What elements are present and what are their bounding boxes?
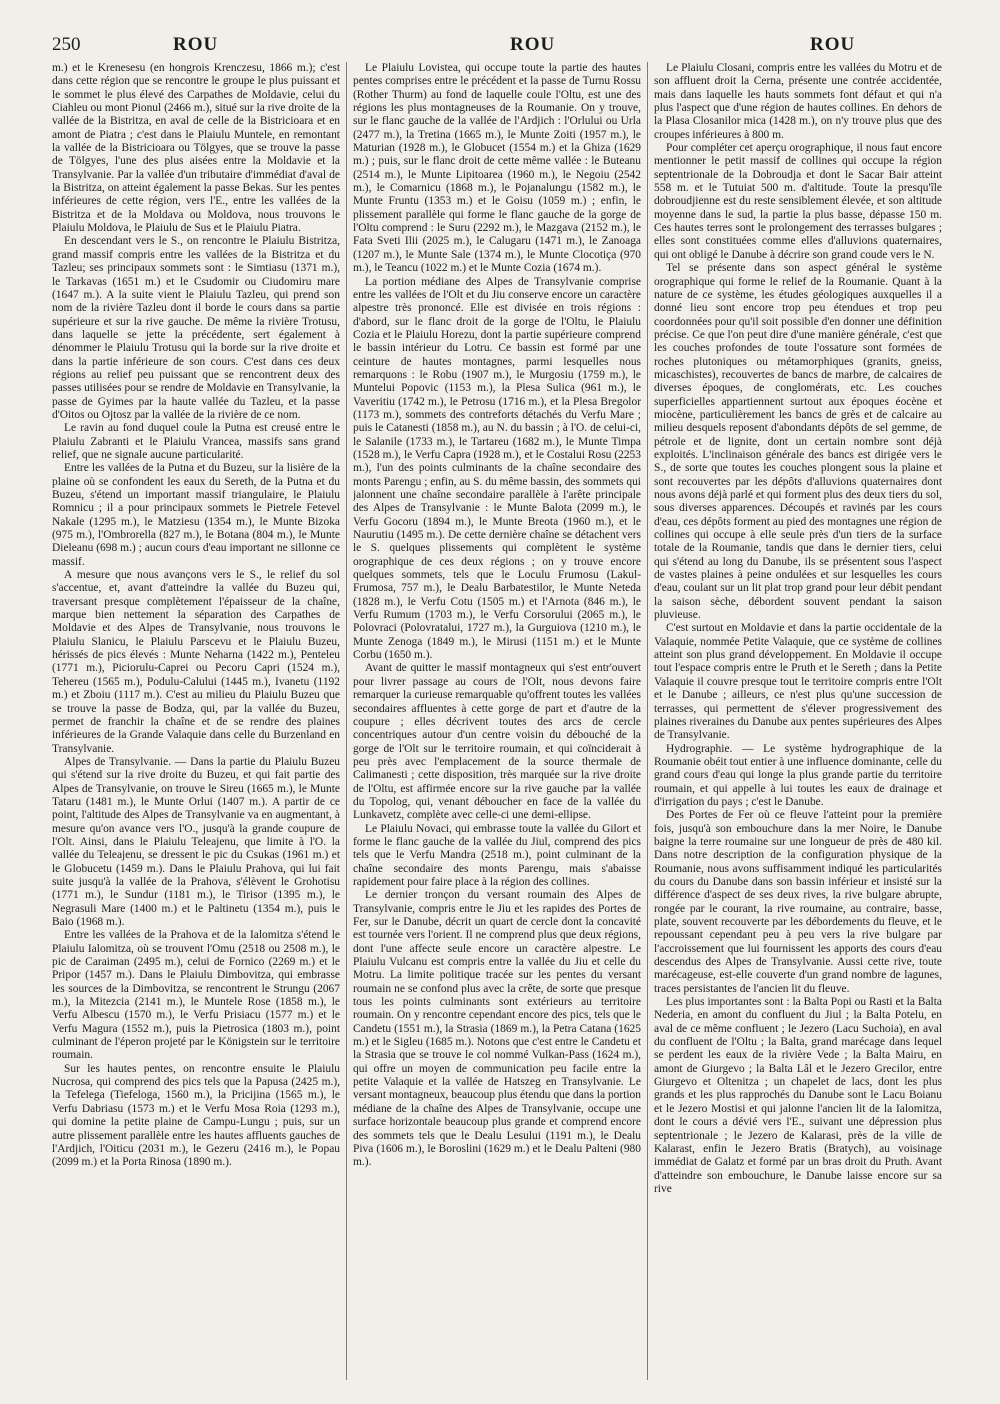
paragraph: Des Portes de Fer où ce fleuve l'atteint pour la première fois, jusqu'à son embouchure dans la mer Noire, le Danube baigne la terre roumaine sur une longueur de près de 480 kil. Dans notre description de la configuration physique de la Roumanie, nous avons suffisamment indiqué les particularités du cours du Danube dans son bassin inférieur et insisté sur la différence d'aspect de ses deux rives, la rive bulgare abrupte, rongée par le courant, la rive roumaine, au contraire, basse, plate, souvent recouverte par les débordements du fleuve, et le repoussant cependant peu à peu vers la rive bulgare par l'accroissement que lui fournissent les apports des cours d'eau descendus des Alpes de Transylvanie. Aussi cette rive, toute marécageuse, est-elle couverte d'un grand nombre de lagunes, traces persistantes de l'ancien lit du fleuve.: [654, 809, 942, 995]
text-column-3: [654, 62, 942, 1382]
paragraph: Alpes de Transylvanie. — Dans la partie du Plaiulu Buzeu qui s'étend sur la rive droite du Buzeu, et qui fait partie des Alpes de Transylvanie, on trouve le Sireu (1665 m.), le Munte Tataru (1481 m.), le Munte Orlui (1407 m.). A partir de ce point, l'altitude des Alpes de Transylvanie va en augmentant, à mesure qu'on avance vers l'O., jusqu'à la grande coupure de l'Olt. Ainsi, dans le Plaiulu Teleajenu, que limite à l'O. la vallée du Teleajenu, se dressent le pic du Csukas (1961 m.) et le Globucetu (1459 m.). Dans le Plaiulu Prahova, qui lui fait suite jusqu'à la vallée de la Prahova, s'élèvent le Grohotisu (1771 m.), le Sundur (1181 m.), le Tirisor (1395 m.), le Negrasuli Mare (1400 m.) et le Paltinetu (1354 m.), puis le Baio (1968 m.).: [52, 755, 340, 928]
running-title-right: ROU: [810, 34, 856, 55]
running-title-center: ROU: [510, 34, 556, 55]
page-number: 250: [52, 34, 81, 55]
paragraph: Le Plaiulu Lovistea, qui occupe toute la partie des hautes pentes comprises entre le précédent et la passe de Turnu Rossu (Rother Thurm) au fond de laquelle coule l'Oltu, est une des régions les plus montagneuses de la Roumanie. On y trouve, sur le flanc gauche de la vallée de l'Ardjich : l'Orlului ou Urla (2477 m.), la Tretina (1665 m.), le Munte Zoiti (1957 m.), le Maturian (1928 m.), le Globucet (1554 m.) et la Ghiza (1629 m.) ; puis, sur le flanc droit de cette même vallée : le Buteanu (2514 m.), le Munte Lipitoarea (1960 m.), le Negoiu (2542 m.), le Comarnicu (1868 m.), le Pojanalungu (1582 m.), le Munte Fruntu (1353 m.) et le Goisu (1059 m.) ; enfin, le plissement parallèle qui forme le flanc gauche de la gorge de l'Oltu comprend : le Suru (2292 m.), le Mazgava (2152 m.), le Fata Sveti Ilii (2025 m.), le Calugaru (1471 m.), le Zanoaga (1207 m.), le Munte Sale (1374 m.), le Munte Clocotiça (970 m.), le Teancu (1022 m.) et le Munte Cozia (1674 m.).: [353, 62, 641, 275]
text-column-2: [353, 62, 641, 1382]
paragraph: Pour compléter cet aperçu orographique, il nous faut encore mentionner le petit massif de collines qui occupe la région septentrionale de la Dobroudja et dont le Sacar Bair atteint 558 m. et le Tutuiat 500 m. d'altitude. Toute la presqu'île dobroudjienne est du reste sensiblement élevée, et son altitude moyenne dans le sud, la partie la plus basse, dépasse 150 m. Ces hautes terres sont le prolongement des terrasses bulgares ; elles sont constituées comme elles d'alluvions quaternaires, qui ont obligé le Danube à décrire son grand coude vers le N.: [654, 142, 942, 261]
paragraph: Hydrographie. — Le système hydrographique de la Roumanie obéit tout entier à une influence dominante, celle du grand cours d'eau qui longe la plus grande partie du territoire roumain, et qui appelle à lui toutes les eaux de drainage et d'irrigation du pays ; c'est le Danube.: [654, 742, 942, 808]
paragraph: Avant de quitter le massif montagneux qui s'est entr'ouvert pour livrer passage au cours de l'Olt, nous devons faire remarquer la curieuse remarquable qu'offrent toutes les vallées secondaires affluentes à cette gorge de part et d'autre de la coupure ; elles décrivent toutes des arcs de cercle concentriques autour d'un centre voisin du débouché de la gorge de l'Olt sur le territoire roumain, et qui coïnciderait à peu près avec l'emplacement de la source thermale de Calimanesti ; cette disposition, très marquée sur la rive droite de l'Oltu, est affirmée encore sur la rive gauche par la vallée du Topolog, qui, venant déboucher en face de la vallée du Lunkavetz, complète avec celle-ci une demi-ellipse.: [353, 662, 641, 822]
running-title-left: ROU: [173, 34, 219, 55]
paragraph: La portion médiane des Alpes de Transylvanie comprise entre les vallées de l'Olt et du Jiu conserve encore un caractère alpestre très prononcé. Elle est divisée en trois régions : d'abord, sur le flanc droit de la gorge de l'Oltu, le Plaiulu Cozia et le Plaiulu Horezu, dont la partie supérieure comprend le bassin intérieur du Lotru. Ce bassin est formé par une ceinture de hautes montagnes, parmi lesquelles nous remarquons : le Robu (1907 m.), le Murgosiu (1759 m.), le Muntelui Popovic (1153 m.), la Plesa Sulica (961 m.), le Vaveritiu (1742 m.), le Petrosu (1716 m.), et la Plesa Bregolor (1173 m.), sommets des contreforts détachés du Verfu Mare ; puis le Catanesti (1858 m.), au N. du bassin ; à l'O. de celui-ci, le Salanile (1733 m.), le Tartareu (1682 m.), le Munte Timpa (1528 m.), le Verfu Capra (1928 m.), et le Costalui Rosu (2253 m.), l'un des points culminants de la chaîne secondaire des monts Parengu ; enfin, au S. du même bassin, des sommets qui jalonnent une chaîne secondaire parallèle à l'arête principale des Alpes de Transylvanie : le Munte Balota (2099 m.), le Verfu Gocoru (1894 m.), le Munte Breota (1960 m.), et le Naurutiu (1495 m.). De cette dernière chaîne se détachent vers le S. quelques plissements qui complètent le système orographique de ces deux régions ; on y trouve encore quelques sommets, tels que le Loculu Frumosu (Lakul-Frumosa, 757 m.), le Dealu Barbatestilor, le Munte Neteda (1828 m.), le Verfu Cotu (1505 m.) et l'Arnota (846 m.), le Verfu Rumum (1703 m.), le Verfu Corsorului (2065 m.), le Polovraci (Polovratalui, 1727 m.), la Gurguiova (1210 m.), le Munte Zenoga (1849 m.), le Mirusi (1151 m.) et le Munte Corbu (1650 m.).: [353, 275, 641, 662]
paragraph: A mesure que nous avançons vers le S., le relief du sol s'accentue, et, avant d'atteindre la vallée du Buzeu qui, traversant presque complètement l'épaisseur de la chaîne, marque bien nettement la séparation des Carpathes de Moldavie et des Alpes de Transylvanie, nous trouvons le Plaiulu Slanicu, le Plaiulu Parscevu et le Plaiulu Buzeu, hérissés de pics élevés : Munte Neharna (1422 m.), Penteleu (1771 m.), Piciorulu-Caprei ou Pecoru Capri (1524 m.), Tehereu (1565 m.), Podulu-Calului (1445 m.), Ivanetu (1192 m.) et Zboiu (1117 m.). C'est au milieu du Plaiulu Buzeu que se trouve la passe de Bodza, qui, par la vallée du Buzeu, permet de franchir la chaîne et de se rendre des plaines inférieures de la Grande Valaquie dans celle du Burzenland en Transylvanie.: [52, 569, 340, 755]
text-column-1: [52, 62, 340, 1382]
paragraph: m.) et le Krenesesu (en hongrois Krenczesu, 1866 m.); c'est dans cette région que se rencontre le groupe le plus puissant et le sommet le plus élevé des Carpathes de Moldavie, celui du Ciahleu ou mont Pionul (2466 m.), situé sur la rive droite de la vallée de la Bistritza, en aval de celle de la Bistricioara et en amont de Piatra ; c'est dans le Plaiulu Muntele, en remontant la vallée de la Bistricioara ou Tölgyes, que se trouve la passe de Tölgyes, l'une des plus aisées entre la Moldavie et la Transylvanie. Par la vallée d'un tributaire d'immédiat d'aval de la Bistritza, on atteint également la passe Bekas. Sur les pentes inférieures de cette région, vers l'E., entre les vallées de la Bistritza et de la Moldava ou Moldova, nous trouvons le Plaiulu Moldova, le Plaiulu de Sus et le Plaiulu Piatra.: [52, 62, 340, 235]
paragraph: Sur les hautes pentes, on rencontre ensuite le Plaiulu Nucrosa, qui comprend des pics tels que la Papusa (2425 m.), la Tefelega (Tiefeloga, 1560 m.), la Pricijina (1565 m.), le Verfu Dabriasu (1573 m.) et le Verfu Mosa Roia (1293 m.), qui domine la petite plaine de Campu-Lungu ; puis, sur un autre plissement parallèle entre les hautes affluents gauches de l'Ardjich, l'Oiticu (2031 m.), le Gezeru (2416 m.), le Popau (2099 m.) et la Porta Rinosa (1890 m.).: [52, 1062, 340, 1169]
column-divider-right: [647, 62, 648, 1380]
column-divider-left: [346, 62, 347, 1380]
paragraph: Les plus importantes sont : la Balta Popi ou Rasti et la Balta Nederia, en amont du confluent du Jiul ; la Balta Potelu, en aval de ce même confluent ; le Jezero (Lacu Suchoia), en aval du confluent de l'Oltu ; la Balta, grand marécage dans lequel se perdent les eaux de la rivière Vede ; la Balta Mairu, en amont de Giurgevo ; la Balta Lâl et le Jezero Grecilor, entre Giurgevo et Oltenitza ; un chapelet de lacs, dont les plus grands et les plus rapprochés du Danube sont le Lacu Boianu et le Jezero Mostisi et qui jalonne l'ancien lit de la Ialomitza, dont le cours a dévié vers l'E., suivant une dépression plus septentrionale ; le Jezero de Kalarasi, près de la ville de Kalarast, enfin le Jezero Bratis (Bratych), au voisinage immédiat de Galatz et formé par un bras droit du Pruth. Avant d'atteindre son embouchure, le Danube laisse encore sur sa rive: [654, 996, 942, 1195]
paragraph: Le dernier tronçon du versant roumain des Alpes de Transylvanie, compris entre le Jiu et les rapides des Portes de Fer, sur le Danube, décrit un quart de cercle dont la concavité est tournée vers l'orient. Il ne comprend plus que deux régions, dont l'une affecte seule encore un caractère alpestre. Le Plaiulu Vulcanu est compris entre la vallée du Jiu et celle du Motru. La limite politique tracée sur les pentes du versant roumain ne se confond plus avec la crête, de sorte que presque tous les points culminants sont extérieurs au territoire roumain. On y rencontre cependant encore des pics, tels que le Candetu (1551 m.), la Strasia (1869 m.), la Petra Catana (1625 m.) et le Sigleu (1685 m.). Notons que c'est entre le Candetu et la Strasia que se trouve le col nommé Vulkan-Pass (1624 m.), qui offre un moyen de communication peu facile entre la petite Valaquie et la vallée de Hatszeg en Transylvanie. Le versant montagneux, beaucoup plus étendu que dans la portion médiane de la chaîne des Alpes de Transylvanie, occupe une surface horizontale beaucoup plus grande et comprend encore des sommets tels que le Dealu Lesului (1191 m.), le Dealu Piva (1606 m.), le Boroslini (1629 m.) et le Dealu Palteni (980 m.).: [353, 889, 641, 1169]
paragraph: Le Plaiulu Closani, compris entre les vallées du Motru et de son affluent droit la Cerna, présente une contrée accidentée, mais dans laquelle les hauts sommets font défaut et qui n'a plus l'aspect que d'une région de hautes collines. En dehors de la Plasa Closanilor mica (1428 m.), on n'y trouve plus que des croupes inférieures à 800 m.: [654, 62, 942, 141]
paragraph: En descendant vers le S., on rencontre le Plaiulu Bistritza, grand massif compris entre les vallées de la Bistritza et du Tazleu; ses principaux sommets sont : le Simtiasu (1371 m.), le Tarkavas (1651 m.) et le Csudomir ou Ciudomiru mare (1647 m.). A la suite vient le Plaiulu Tazleu, qui prend son nom de la rivière Tazleu dont il borde le cours dans sa partie supérieure et sur la rive gauche. De même la rivière Trotusu, dans laquelle se jette la précédente, sert également à dénommer le Plaiulu Trotusu qui la borde sur la rive droite et dans la partie inférieure de son cours. C'est dans ces deux régions au relief peu puissant que se rencontrent deux des passes utilisées pour se rendre de Moldavie en Transylvanie, la passe de Gyimes par la haute vallée du Tazleu, et la passe d'Oitos ou Ojtosz par la vallée de la rivière de ce nom.: [52, 235, 340, 421]
paragraph: Entre les vallées de la Prahova et de la Ialomitza s'étend le Plaiulu Ialomitza, où se trouvent l'Omu (2518 ou 2508 m.), le pic de Caraiman (2495 m.), celui de Fornico (2269 m.) et le Pripor (1457 m.). Dans le Plaiulu Dimbovitza, qui embrasse les sources de la Dimbovitza, se rencontrent le Strungu (2067 m.), la Mitezcia (2141 m.), le Muntele Rose (1858 m.), le Verfu Albescu (1570 m.), le Verfu Prisiacu (1577 m.) et le Verfu Magura (1552 m.), puis la Pietrosica (1803 m.), point culminant de l'éperon projeté par le Königstein sur le territoire roumain.: [52, 929, 340, 1062]
paragraph: Tel se présente dans son aspect général le système orographique qui forme le relief de la Roumanie. Quant à la nature de ce système, les études géologiques auxquelles il a donné lieu sont encore trop peu étendues et trop peu coordonnées pour qu'il soit possible d'en donner une définition précise. Ce que l'on peut dire d'une manière générale, c'est que les couches profondes de toute l'ossature sont formées de roches plutoniques ou métamorphiques (granits, gneiss, micaschistes), recouvertes de bancs de marbre, de calcaires de diverses époques, de conglomérats, etc. Les couches superficielles appartiennent surtout aux époques éocène et miocène, particulièrement les bancs de grès et de calcaire au milieu desquels reposent d'abondants dépôts de sel gemme, de pétrole et de lignite, dont un certain nombre sont déjà exploités. L'inclinaison générale des bancs est dirigée vers le S., de sorte que toutes les couches plongent sous la plaine et sont recouvertes par les dépôts d'alluvions quaternaires dont nous avons déjà parlé et qui forment plus des deux tiers du sol, sous diverses apparences. Découpés et ravinés par les cours d'eau, ces dépôts forment au pied des montagnes une région de collines qui occupe à elle seule près d'un tiers de la surface totale de la Roumanie, tandis que dans le dernier tiers, celui qui s'étend au long du Danube, ils se présentent sous l'aspect de vastes plaines à peine ondulées et sur lesquelles les cours d'eau, coulant sur un lit plat trop grand pour leur débit pendant la saison sèche, débordent souvent pendant la saison pluvieuse.: [654, 262, 942, 622]
paragraph: Le Plaiulu Novaci, qui embrasse toute la vallée du Gilort et forme le flanc gauche de la vallée du Jiul, comprend des pics tels que le Verfu Mandra (2518 m.), point culminant de la chaîne secondaire des monts Parengu, mais s'abaisse rapidement pour faire place à la région des collines.: [353, 822, 641, 888]
paragraph: Le ravin au fond duquel coule la Putna est creusé entre le Plaiulu Zabranti et le Plaiulu Vrancea, massifs sans grand relief, que ne signale aucune particularité.: [52, 422, 340, 461]
paragraph: C'est surtout en Moldavie et dans la partie occidentale de la Valaquie, nommée Petite Valaquie, que ce système de collines atteint son plus grand développement. En Moldavie il occupe tout l'espace compris entre le Pruth et le Sereth ; dans la Petite Valaquie il couvre presque tout le territoire compris entre l'Olt et le Danube ; ailleurs, ce n'est plus qu'une succession de terrasses, qui permettent de s'élever progressivement des plaines riveraines du Danube aux pentes supérieures des Alpes de Transylvanie.: [654, 622, 942, 742]
page-header: [40, 34, 960, 64]
paragraph: Entre les vallées de la Putna et du Buzeu, sur la lisière de la plaine où se confondent les eaux du Sereth, de la Putna et du Buzeu, s'étend un important massif triangulaire, le Plaiulu Romnicu ; il a pour principaux sommets le Pietrele Fetevel Nakale (1295 m.), le Matziesu (1354 m.), le Munte Bizoka (975 m.), l'Ombrorella (827 m.), le Botana (804 m.), le Munte Dieleanu (698 m.) ; aucun cours d'eau important ne sillonne ce massif.: [52, 462, 340, 568]
